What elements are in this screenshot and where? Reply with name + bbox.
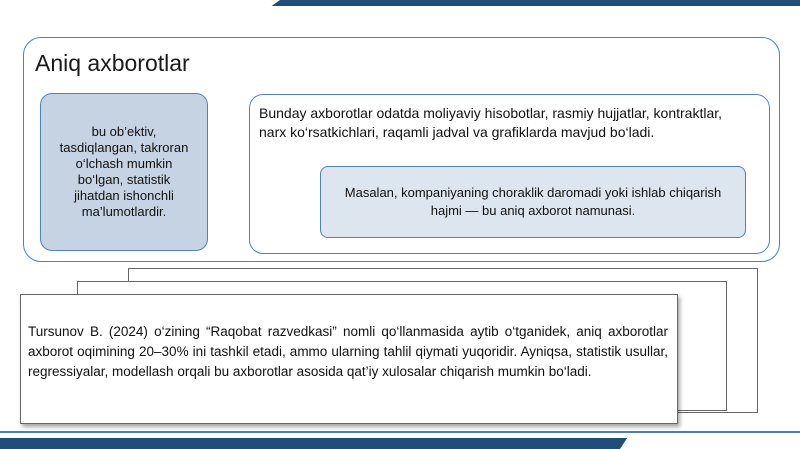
bottom-stripe-notch — [620, 438, 800, 449]
definition-text: bu ob’ektiv, tasdiqlangan, takroran o‘lchash mumkin bo‘lgan, statistik jihatdan ishonchli ma’lumotlardir. — [59, 124, 189, 219]
slide-title: Aniq axborotlar — [35, 50, 190, 76]
example-box — [320, 166, 746, 238]
top-stripe-notch — [0, 0, 280, 6]
bottom-thin-line — [0, 431, 800, 433]
example-text: Masalan, kompaniyaning choraklik daromadi yoki ishlab chiqarish hajmi — bu aniq axborot namunasi. — [344, 185, 722, 218]
sources-text: Bunday axborotlar odatda moliyaviy hisobotlar, rasmiy hujjatlar, kontraktlar, narx ko‘rsatkichlari, raqamli jadval va grafiklarda mavjud bo‘ladi. — [259, 105, 723, 140]
citation-note-text: Tursunov B. (2024) o‘zining “Raqobat razvedkasi” nomli qo‘llanmasida aytib o‘tganidek, aniq axborotlar axborot oqimining 20–30% ini tashkil etadi, ammo ularning tahlil qiymati yuqoridir. Ayniqsa, statistik usullar, regressiyalar, modellash orqali bu axborotlar asosida qat’iy xulosalar chiqarish mumkin bo‘ladi. — [28, 324, 668, 379]
definition-box — [40, 93, 208, 251]
